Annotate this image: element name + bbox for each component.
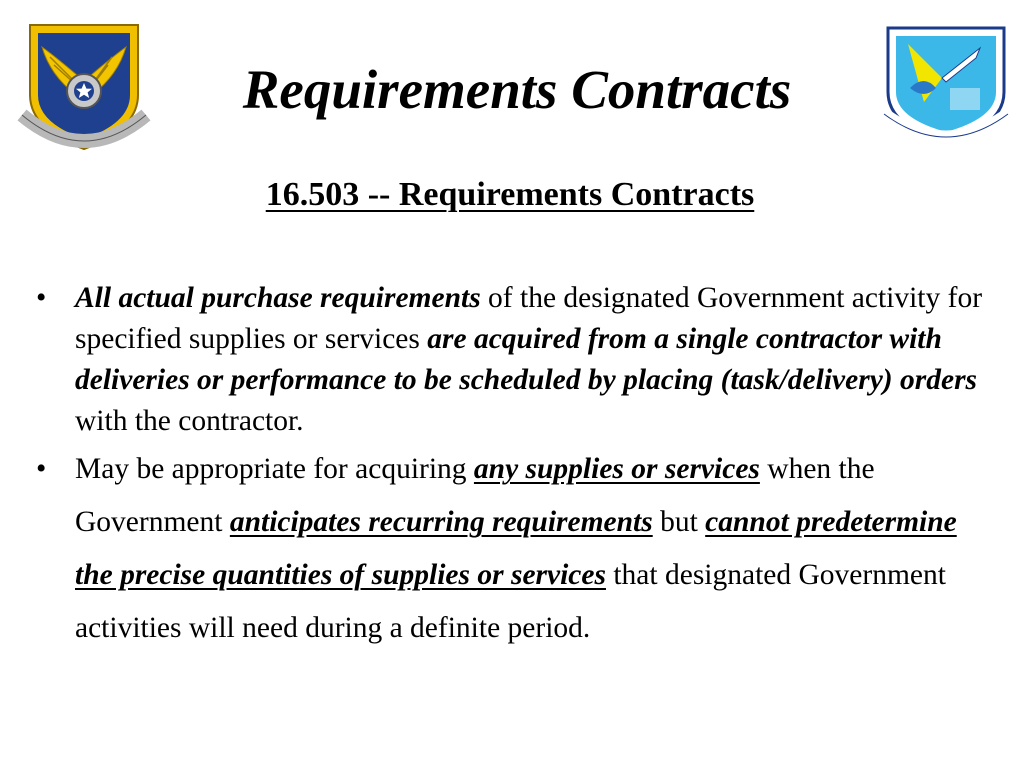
bullet-marker: • xyxy=(36,453,47,485)
bullet-emphasis: All actual purchase requirements xyxy=(75,282,481,314)
bullet-list xyxy=(34,278,984,655)
bullet-text: that designated Government activities will need during a definite period. xyxy=(75,559,946,644)
bullet-emphasis-underlined: any supplies or services xyxy=(473,453,760,485)
bullet-text: but xyxy=(652,506,706,538)
bullet-marker: • xyxy=(36,282,47,314)
slide-subtitle xyxy=(0,174,1020,216)
bullet-text: with the contractor. xyxy=(75,405,304,437)
subtitle-text: 16.503 -- Requirements Contracts xyxy=(265,176,755,213)
bullet-item xyxy=(34,278,984,442)
bullet-emphasis-underlined: cannot predetermine the precise quantities of supplies or services xyxy=(75,506,957,591)
bullet-text: May be appropriate for acquiring xyxy=(75,453,474,485)
bullet-text: when the Government xyxy=(75,453,875,538)
bullet-text: of the designated Government activity for specified supplies or services xyxy=(75,282,983,355)
bullet-item xyxy=(34,443,984,655)
bullet-emphasis-underlined: anticipates recurring requirements xyxy=(229,506,653,538)
slide-title: Requirements Contracts xyxy=(242,59,792,120)
bullet-emphasis: are acquired from a single contractor with deliveries or performance to be scheduled by placing (task/delivery) orders xyxy=(75,323,978,396)
